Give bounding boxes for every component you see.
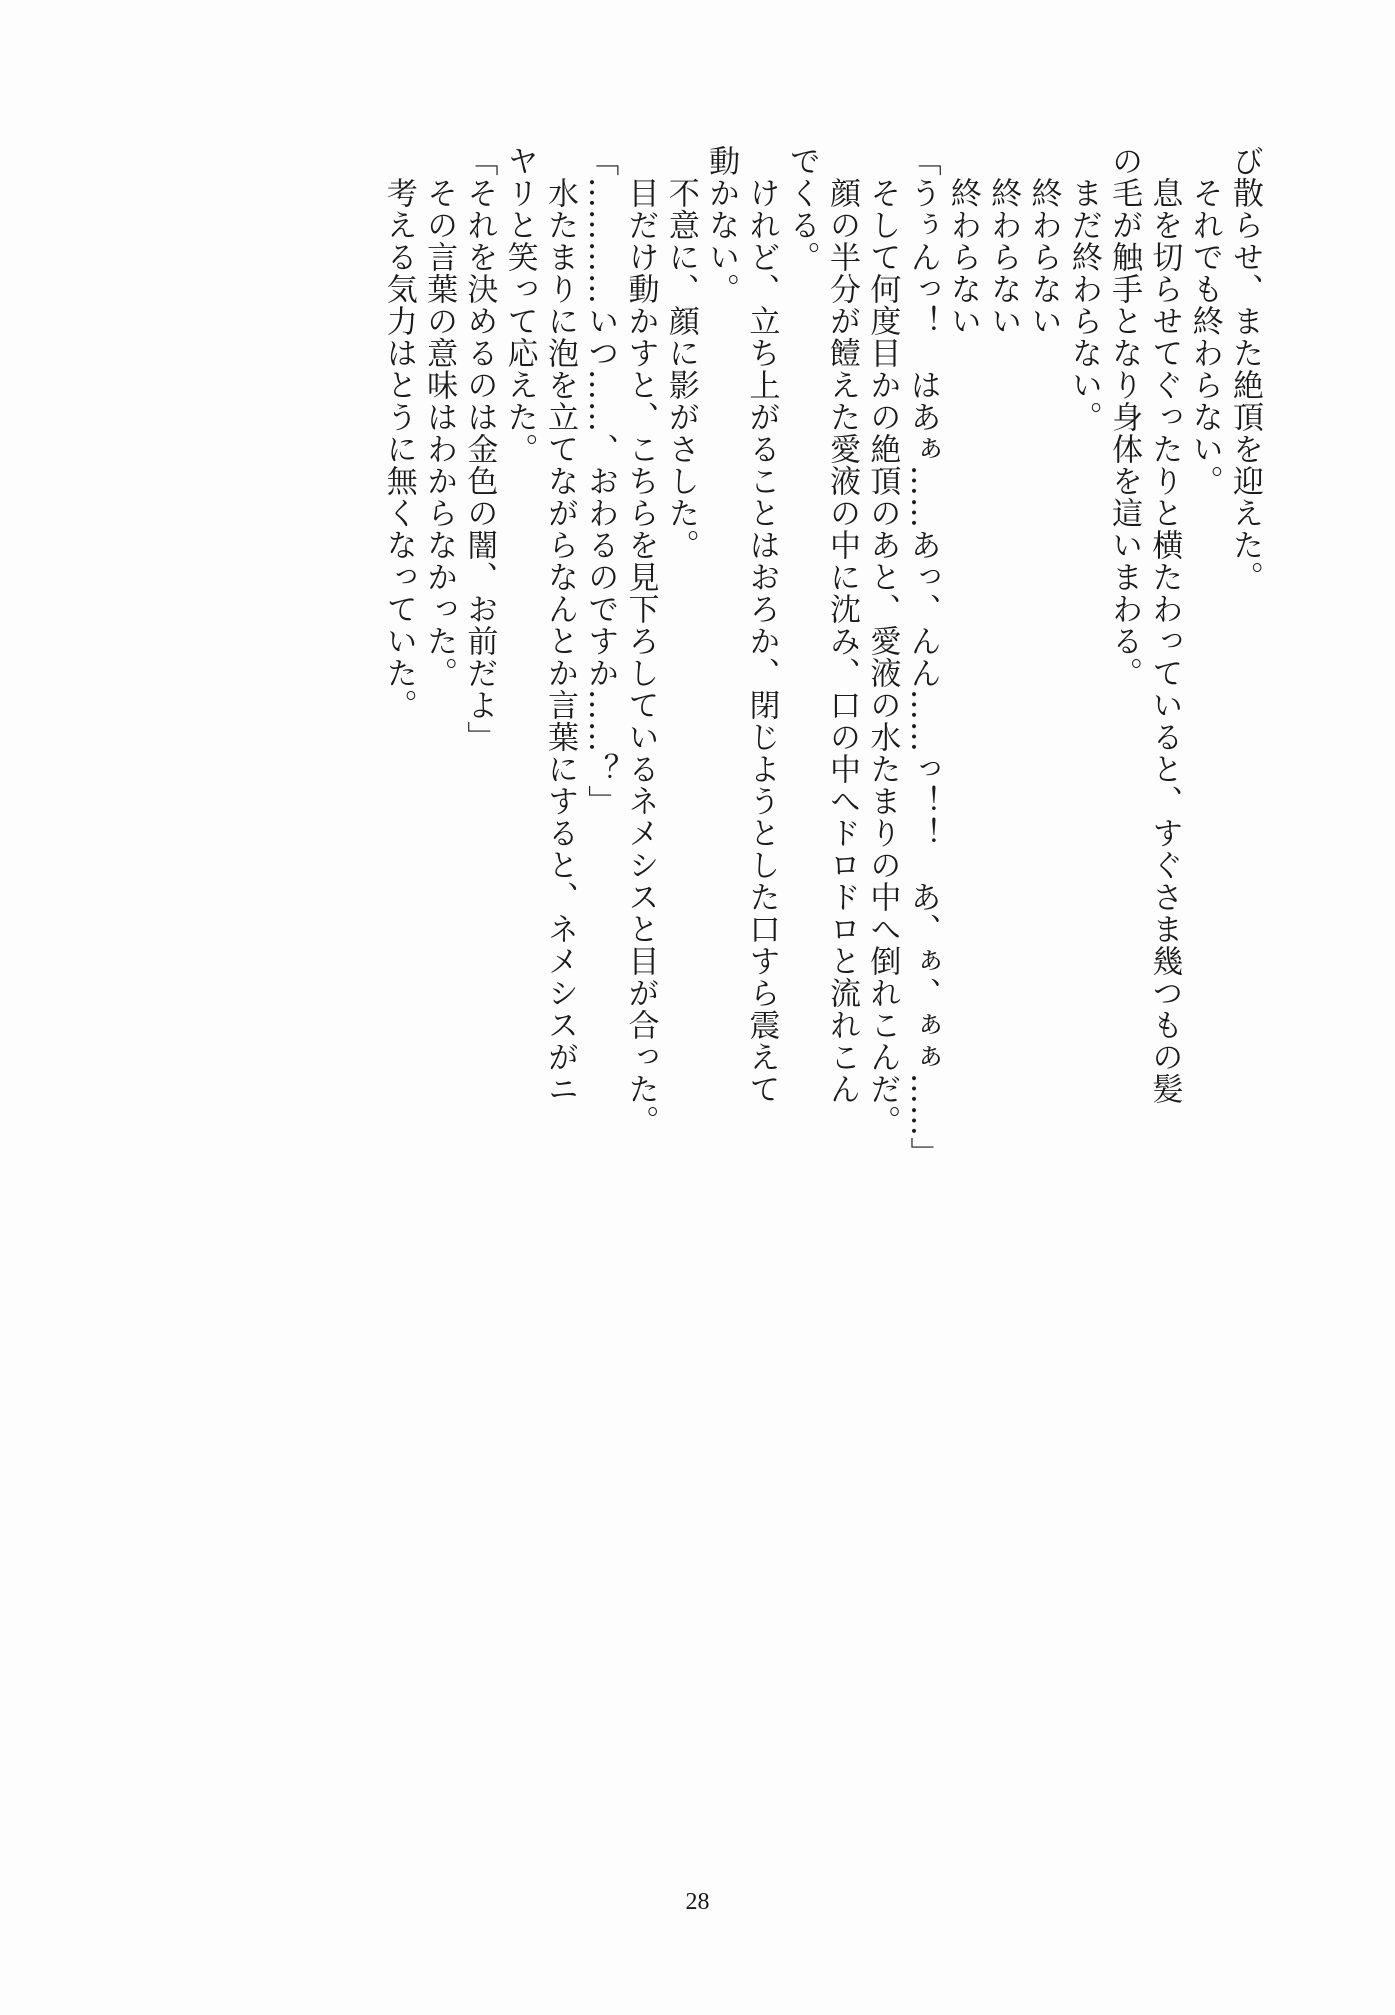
text-line: の毛が触手となり身体を這いまわる。 — [1106, 145, 1143, 689]
vertical-text-block — [355, 145, 1265, 1665]
text-line: 終わらない — [985, 145, 1022, 337]
text-line: 不意に、顔に影がさした。 — [662, 145, 699, 561]
text-line: それでも終わらない。 — [1186, 145, 1223, 497]
text-line: 「それを決めるのは金色の闇、お前だよ」 — [461, 145, 498, 753]
text-line: 動かない。 — [703, 145, 740, 305]
text-line: でくる。 — [783, 145, 820, 273]
text-line: まだ終わらない。 — [1065, 145, 1102, 433]
text-line: び散らせ、また絶頂を迎えた。 — [1227, 145, 1263, 593]
page-number: 28 — [685, 1889, 710, 1915]
text-line: けれど、立ち上がることはおろか、閉じようとした口すら震えて — [743, 145, 780, 1105]
text-line: 目だけ動かすと、こちらを見下ろしているネメシスと目が合った。 — [622, 145, 659, 1137]
text-line: ヤリと笑って応えた。 — [501, 145, 538, 465]
text-line: 息を切らせてぐったりと横たわっていると、すぐさま幾つもの髪 — [1146, 145, 1183, 1105]
text-line: 終わらない — [944, 145, 981, 337]
text-line: そして何度目かの絶頂のあと、愛液の水たまりの中へ倒れこんだ。 — [864, 145, 901, 1137]
text-line: 「うぅんっ！ はあぁ……あっ、んん……っ！！ あ、ぁ、ぁぁ……」 — [904, 145, 941, 1169]
text-line: 考える気力はとうに無くなっていた。 — [380, 145, 417, 721]
text-line: その言葉の意味はわからなかった。 — [421, 145, 458, 689]
text-line: 水たまりに泡を立てながらなんとか言葉にすると、ネメシスがニ — [541, 145, 578, 1105]
text-line: 終わらない — [1025, 145, 1062, 337]
text-line: 「…………いつ……、おわるのですか……？」 — [582, 145, 619, 817]
text-line: 顔の半分が饐えた愛液の中に沈み、口の中へドロドロと流れこん — [824, 145, 861, 1105]
